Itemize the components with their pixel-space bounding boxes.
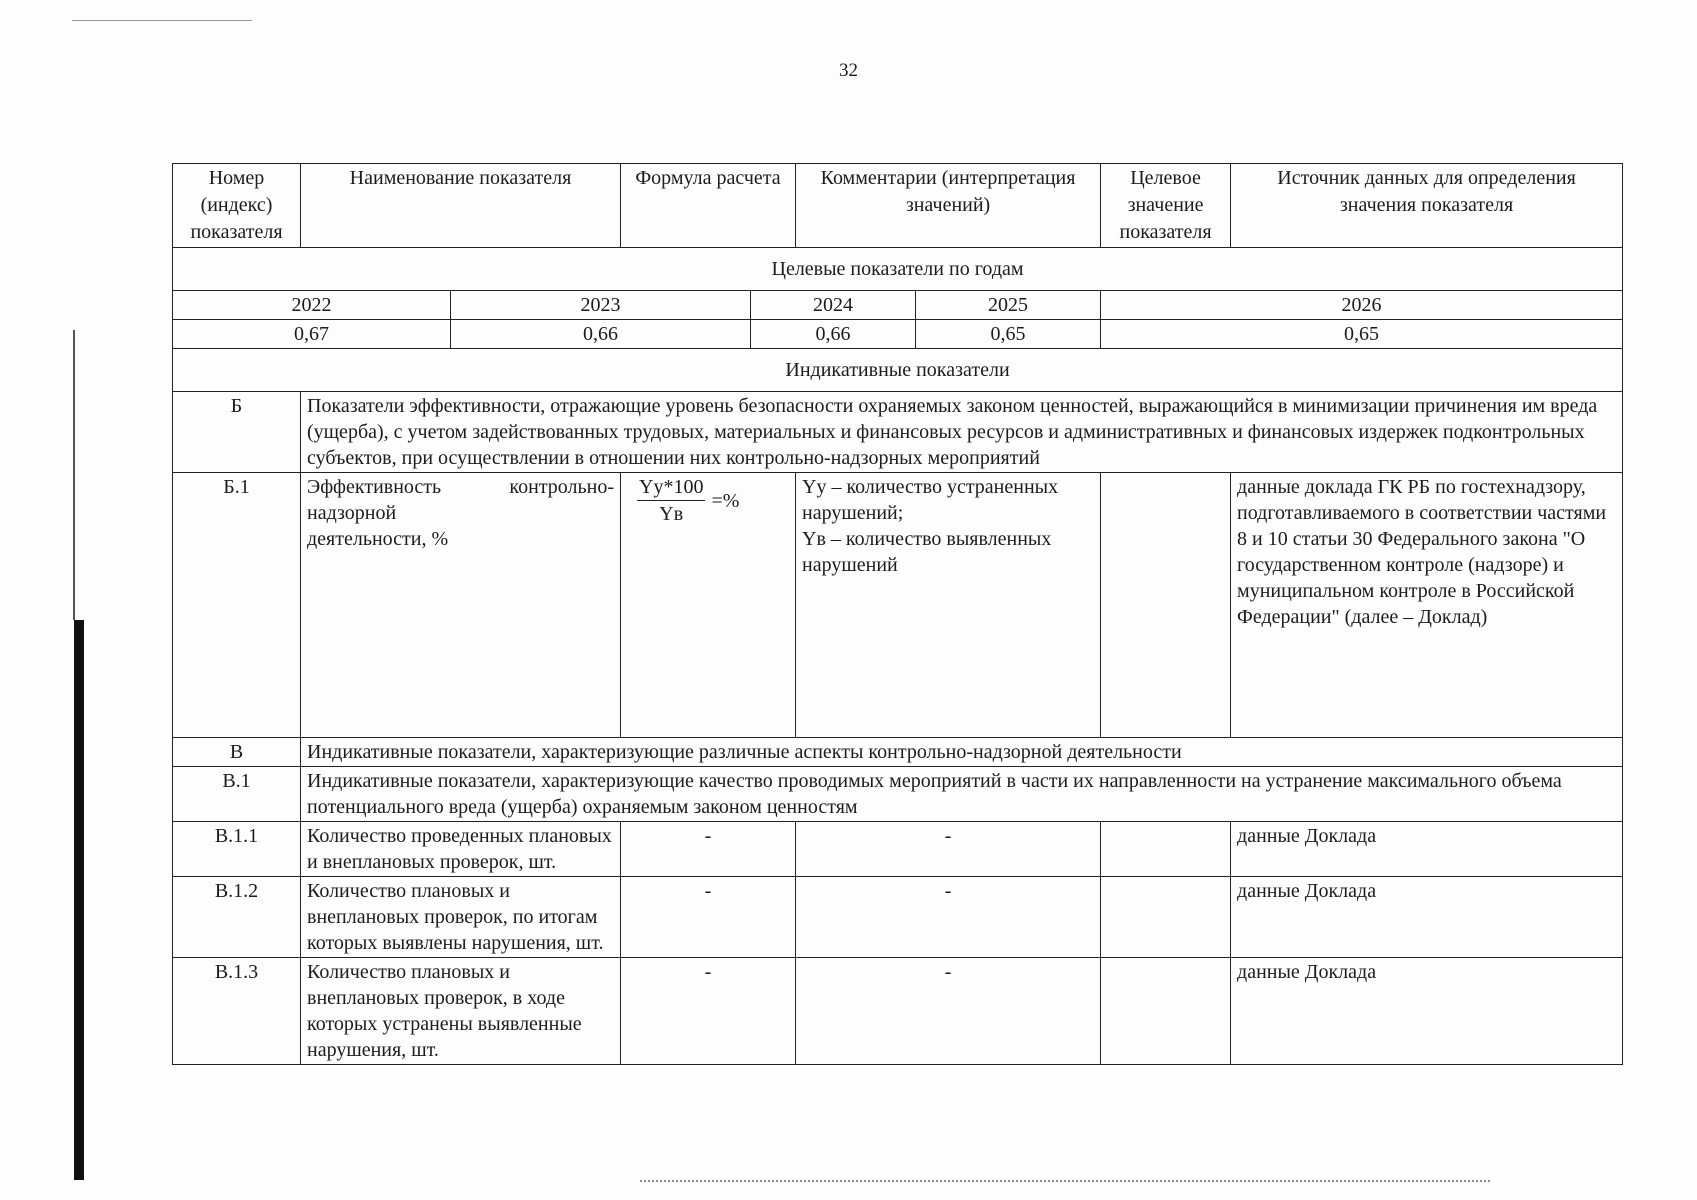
section-b-text: Показатели эффективности, отражающие уровень безопасности охраняемых законом ценностей, выражающийся в минимизации причинения им вреда (ущерба), с учетом задействованных трудовых, материальных и финансовых ресурсов и административных и финансовых издержек подконтрольных субъектов, при осуществлении в отношении них контрольно-надзорных мероприятий xyxy=(301,392,1623,473)
header-comments: Комментарии (интерпретация значений) xyxy=(796,164,1101,248)
row-source: данные Доклада xyxy=(1231,958,1623,1065)
top-rule xyxy=(72,20,252,21)
row-target xyxy=(1101,958,1231,1065)
table-row xyxy=(173,822,1623,877)
row-b1-comment-line1: Yу – количество устраненных нарушений; xyxy=(802,476,1059,524)
target-value-cell: 0,67 xyxy=(173,320,451,349)
section-b-row xyxy=(173,392,1623,473)
row-index: В.1.2 xyxy=(173,877,301,958)
header-formula: Формула расчета xyxy=(621,164,796,248)
row-b1-comment-line2: Yв – количество выявленных нарушений xyxy=(802,528,1052,576)
row-b1-comment xyxy=(796,473,1101,738)
row-target xyxy=(1101,822,1231,877)
scan-edge-line xyxy=(73,330,75,620)
row-target xyxy=(1101,877,1231,958)
target-value-cell: 0,65 xyxy=(1101,320,1623,349)
row-b1-target xyxy=(1101,473,1231,738)
row-formula: - xyxy=(621,822,796,877)
row-b1-name xyxy=(301,473,621,738)
year-cell: 2023 xyxy=(451,291,751,320)
row-index: В.1.1 xyxy=(173,822,301,877)
target-value-cell: 0,66 xyxy=(451,320,751,349)
target-values-row xyxy=(173,320,1623,349)
section-v-text: Индикативные показатели, характеризующие различные аспекты контрольно-надзорной деятельности xyxy=(301,738,1623,767)
formula-numerator: Yу*100 xyxy=(637,474,705,501)
year-cell: 2022 xyxy=(173,291,451,320)
section-v-row xyxy=(173,738,1623,767)
header-name: Наименование показателя xyxy=(301,164,621,248)
year-cell: 2026 xyxy=(1101,291,1623,320)
row-formula: - xyxy=(621,958,796,1065)
section-v1-index: В.1 xyxy=(173,767,301,822)
target-value-cell: 0,66 xyxy=(751,320,916,349)
row-b1-index: Б.1 xyxy=(173,473,301,738)
row-b1-formula xyxy=(621,473,796,738)
row-b1-name-line1: Эффективность контрольно-надзорной xyxy=(307,476,614,524)
page-number: 32 xyxy=(839,60,858,81)
indicators-table xyxy=(172,163,1623,1065)
scan-edge-bar xyxy=(74,620,84,1180)
years-row xyxy=(173,291,1623,320)
header-row xyxy=(173,164,1623,248)
header-target: Целевое значение показателя xyxy=(1101,164,1231,248)
row-source: данные Доклада xyxy=(1231,822,1623,877)
targets-heading: Целевые показатели по годам xyxy=(173,248,1623,291)
header-source: Источник данных для определения значения показателя xyxy=(1231,164,1623,248)
row-comment: - xyxy=(796,958,1101,1065)
row-source: данные Доклада xyxy=(1231,877,1623,958)
formula-fraction xyxy=(637,474,739,527)
targets-heading-row xyxy=(173,248,1623,291)
row-name: Количество плановых и внеплановых проверок, по итогам которых выявлены нарушения, шт. xyxy=(301,877,621,958)
section-v-index: В xyxy=(173,738,301,767)
row-name: Количество плановых и внеплановых проверок, в ходе которых устранены выявленные нарушения, шт. xyxy=(301,958,621,1065)
row-b1 xyxy=(173,473,1623,738)
row-comment: - xyxy=(796,822,1101,877)
section-v1-text: Индикативные показатели, характеризующие качество проводимых мероприятий в части их направленности на устранение максимального объема потенциального вреда (ущерба) охраняемым законом ценностям xyxy=(301,767,1623,822)
row-index: В.1.3 xyxy=(173,958,301,1065)
section-b-index: Б xyxy=(173,392,301,473)
target-value-cell: 0,65 xyxy=(916,320,1101,349)
year-cell: 2024 xyxy=(751,291,916,320)
table-row xyxy=(173,958,1623,1065)
indicative-heading-row xyxy=(173,349,1623,392)
row-b1-name-line2: деятельности, % xyxy=(307,528,449,550)
year-cell: 2025 xyxy=(916,291,1101,320)
indicative-heading: Индикативные показатели xyxy=(173,349,1623,392)
formula-denominator: Yв xyxy=(659,503,684,525)
row-b1-source: данные доклада ГК РБ по гостехнадзору, подготавливаемого в соответствии частями 8 и 10 статьи 30 Федерального закона "О государственном контроле (надзоре) и муниципальном контроле в Российской Федерации" (далее – Доклад) xyxy=(1231,473,1623,738)
bottom-rule xyxy=(640,1180,1490,1182)
row-formula: - xyxy=(621,877,796,958)
row-comment: - xyxy=(796,877,1101,958)
table-row xyxy=(173,877,1623,958)
section-v1-row xyxy=(173,767,1623,822)
formula-suffix: =% xyxy=(711,489,740,512)
header-index: Номер (индекс) показателя xyxy=(173,164,301,248)
row-name: Количество проведенных плановых и внеплановых проверок, шт. xyxy=(301,822,621,877)
